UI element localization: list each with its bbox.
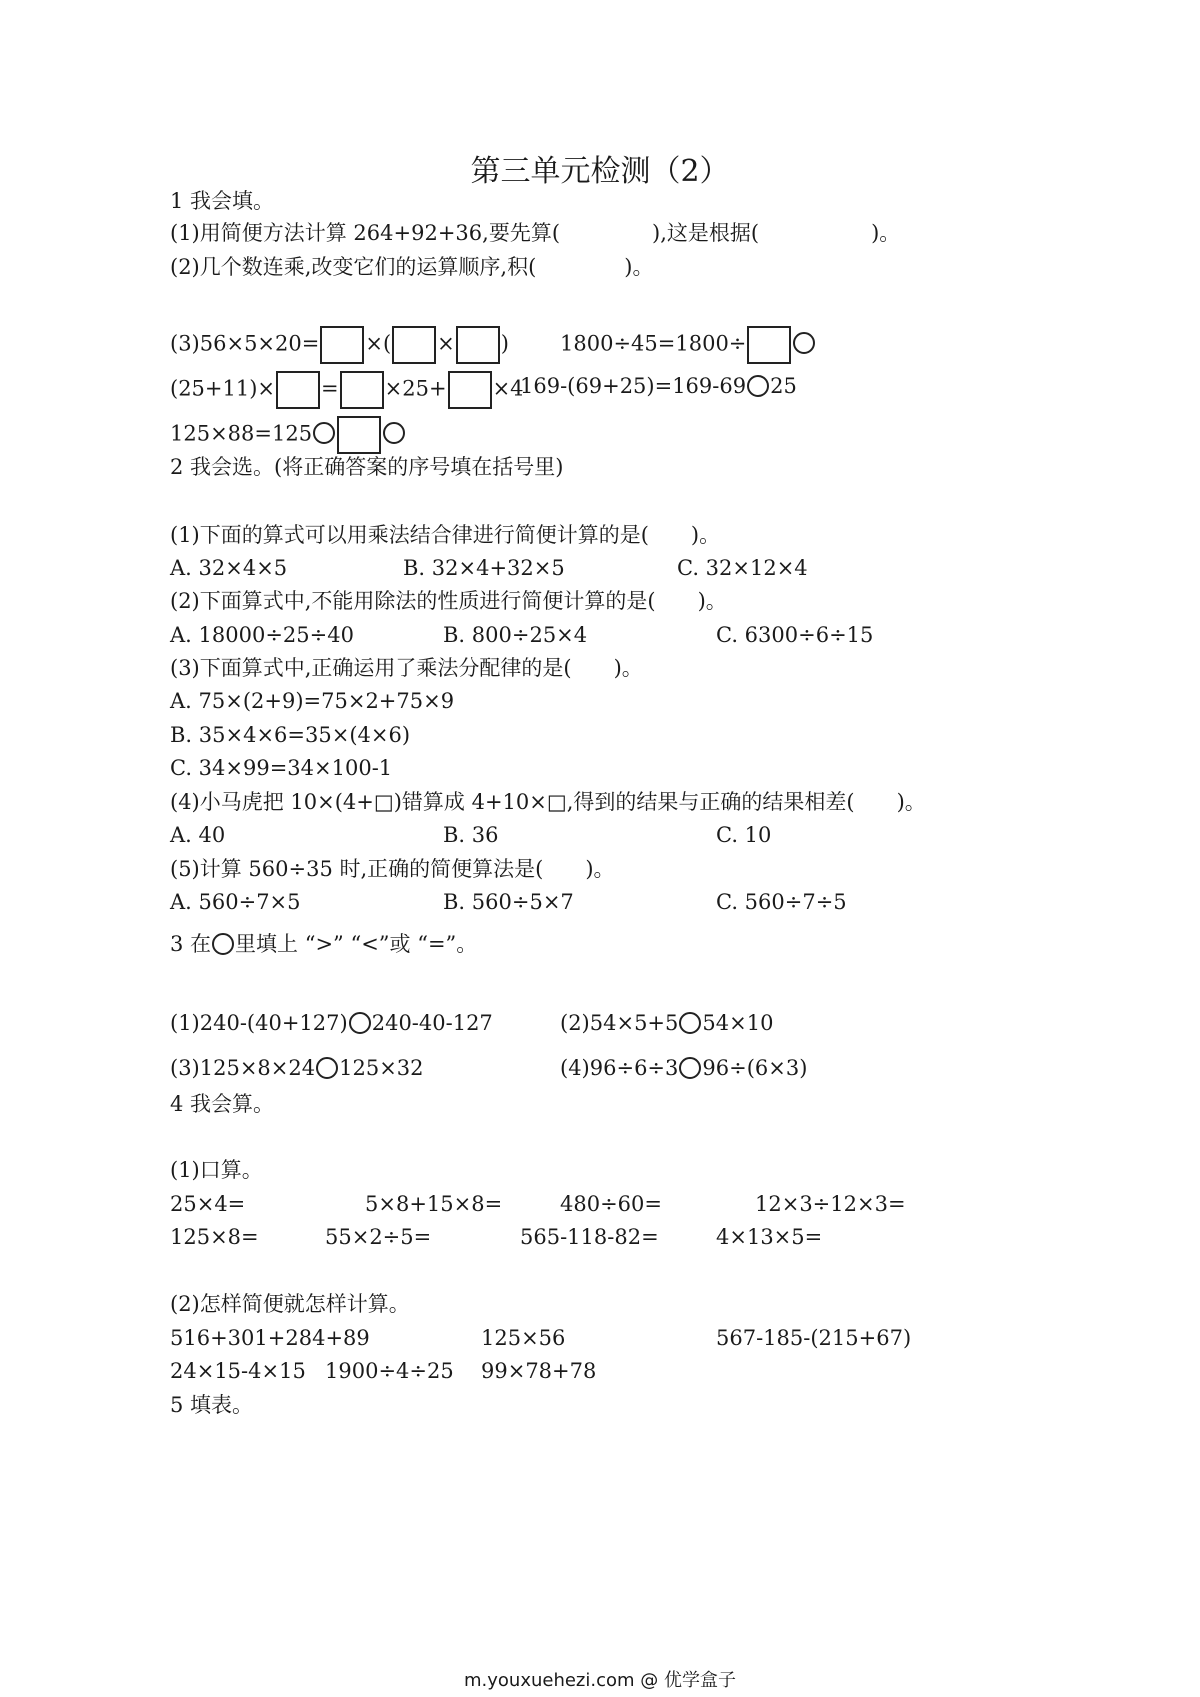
answer-box[interactable] — [392, 326, 436, 364]
section-1-heading: 1 我会填。 — [170, 189, 275, 213]
answer-box[interactable] — [337, 416, 381, 454]
answer-circle[interactable] — [793, 332, 815, 354]
oral-calc-item: 565-118-82= — [520, 1225, 659, 1249]
s1-q1: (1)用简便方法计算 264+92+36,要先算( ),这是根据( )。 — [170, 221, 901, 245]
s2-q5-option-a: A. 560÷7×5 — [170, 890, 301, 914]
s2-q1-option-c: C. 32×12×4 — [677, 556, 808, 580]
circle-symbol-icon — [212, 933, 234, 955]
answer-circle[interactable] — [747, 375, 769, 397]
oral-calc-item: 55×2÷5= — [325, 1225, 432, 1249]
s2-q5-option-b: B. 560÷5×7 — [443, 890, 574, 914]
oral-calc-item: 480÷60= — [560, 1192, 662, 1216]
answer-circle[interactable] — [679, 1012, 701, 1034]
simplify-calc-item: 99×78+78 — [481, 1359, 597, 1383]
s1-q3a: (3)56×5×20= ×( × ) — [170, 326, 509, 364]
simplify-calc-item: 567-185-(215+67) — [716, 1326, 912, 1350]
simplify-calc-item: 1900÷4÷25 — [325, 1359, 454, 1383]
answer-circle[interactable] — [679, 1057, 701, 1079]
page-title: 第三单元检测（2） — [470, 154, 730, 189]
s3-q3: (3)125×8×24 125×32 — [170, 1056, 424, 1080]
footer-watermark: m.youxuehezi.com @ 优学盒子 — [463, 1670, 736, 1691]
simplify-calc-item: 125×56 — [481, 1326, 566, 1350]
s1-q3e: 125×88=125 — [170, 416, 406, 454]
simplify-calc-item: 516+301+284+89 — [170, 1326, 370, 1350]
s2-q2-option-b: B. 800÷25×4 — [443, 623, 588, 647]
s3-q4: (4)96÷6÷3 96÷(6×3) — [560, 1056, 808, 1080]
s3-q1: (1)240-(40+127) 240-40-127 — [170, 1011, 493, 1035]
s2-q5-option-c: C. 560÷7÷5 — [716, 890, 847, 914]
answer-circle[interactable] — [383, 422, 405, 444]
section-2-heading: 2 我会选。(将正确答案的序号填在括号里) — [170, 455, 564, 479]
oral-calc-item: 4×13×5= — [716, 1225, 823, 1249]
answer-circle[interactable] — [316, 1057, 338, 1079]
section-5-heading: 5 填表。 — [170, 1393, 254, 1417]
s4-sub1: (1)口算。 — [170, 1158, 263, 1182]
s4-sub2: (2)怎样简便就怎样计算。 — [170, 1292, 410, 1316]
section-3-heading: 3 在 里填上 “>” “<”或 “=”。 — [170, 932, 478, 956]
s2-q3-option-c: C. 34×99=34×100-1 — [170, 756, 393, 780]
answer-box[interactable] — [448, 371, 492, 409]
s2-q4-option-a: A. 40 — [170, 823, 226, 847]
s2-q1-stem: (1)下面的算式可以用乘法结合律进行简便计算的是( )。 — [170, 523, 721, 547]
answer-box[interactable] — [340, 371, 384, 409]
s1-q2: (2)几个数连乘,改变它们的运算顺序,积( )。 — [170, 255, 654, 279]
s2-q2-option-c: C. 6300÷6÷15 — [716, 623, 874, 647]
s2-q3-stem: (3)下面算式中,正确运用了乘法分配律的是( )。 — [170, 656, 643, 680]
oral-calc-item: 25×4= — [170, 1192, 246, 1216]
oral-calc-item: 12×3÷12×3= — [755, 1192, 906, 1216]
answer-box[interactable] — [320, 326, 364, 364]
answer-box[interactable] — [747, 326, 791, 364]
s1-q3b: 1800÷45=1800÷ — [560, 326, 816, 364]
answer-circle[interactable] — [349, 1012, 371, 1034]
oral-calc-item: 125×8= — [170, 1225, 259, 1249]
s2-q3-option-b: B. 35×4×6=35×(4×6) — [170, 723, 411, 747]
s2-q1-option-b: B. 32×4+32×5 — [403, 556, 565, 580]
s1-q3c: (25+11)× = ×25+ ×4 — [170, 371, 524, 409]
simplify-calc-item: 24×15-4×15 — [170, 1359, 306, 1383]
s2-q4-stem: (4)小马虎把 10×(4+□)错算成 4+10×□,得到的结果与正确的结果相差( )。 — [170, 790, 926, 814]
s2-q4-option-c: C. 10 — [716, 823, 772, 847]
answer-circle[interactable] — [313, 422, 335, 444]
s2-q2-stem: (2)下面算式中,不能用除法的性质进行简便计算的是( )。 — [170, 589, 727, 613]
s1-q3d: 169-(69+25)=169-69 25 — [520, 374, 797, 398]
oral-calc-item: 5×8+15×8= — [365, 1192, 503, 1216]
s2-q2-option-a: A. 18000÷25÷40 — [170, 623, 354, 647]
s2-q3-option-a: A. 75×(2+9)=75×2+75×9 — [170, 689, 455, 713]
section-4-heading: 4 我会算。 — [170, 1092, 275, 1116]
s2-q4-option-b: B. 36 — [443, 823, 499, 847]
s3-q2: (2)54×5+5 54×10 — [560, 1011, 774, 1035]
s2-q1-option-a: A. 32×4×5 — [170, 556, 288, 580]
answer-box[interactable] — [276, 371, 320, 409]
answer-box[interactable] — [456, 326, 500, 364]
s2-q5-stem: (5)计算 560÷35 时,正确的简便算法是( )。 — [170, 857, 615, 881]
